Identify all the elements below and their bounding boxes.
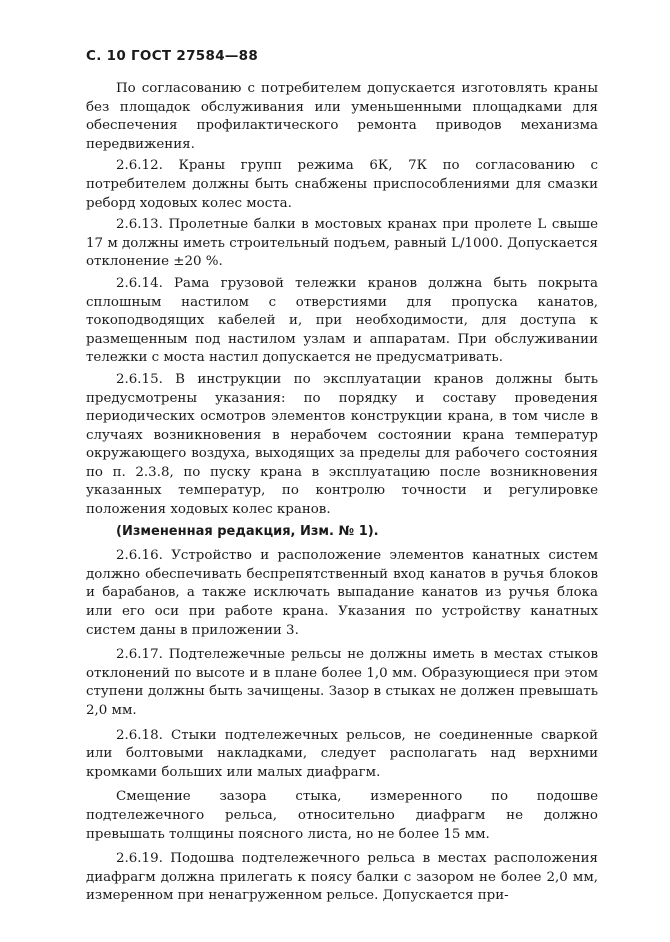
paragraph-2-6-12: 2.6.12. Краны групп режима 6К, 7К по согласованию с потребителем должны быть снабжены приспособлениями для смазки реборд ходовых колес моста. (86, 158, 598, 211)
page-header: С. 10 ГОСТ 27584—88 (86, 48, 259, 64)
document-body (86, 80, 598, 909)
paragraph-2-6-19: 2.6.19. Подошва подтележечного рельса в местах расположения диафрагм должна прилегать к поясу балки с зазором не более 2,0 мм, измеренном при ненагруженном рельсе. Допускается при- (86, 851, 598, 904)
paragraph-2-6-18: 2.6.18. Стыки подтележечных рельсов, не соединенные сваркой или болтовыми накладками, следует располагать над верхними кромками больших или малых диафрагм. (86, 727, 598, 780)
paragraph-2-6-15: 2.6.15. В инструкции по эксплуатации кранов должны быть предусмотрены указания: по порядку и составу проведения периодических осмотров элементов конструкции крана, в том числе в случаях возникновения в нерабочем состоянии крана температур окружающего воздуха, выходящих за пределы для рабочего состояния по п. 2.3.8, по пуску крана в эксплуатацию после возникновения указанных температур, по контролю точности и регулировке положения ходовых колес кранов. (86, 371, 598, 518)
paragraph-2-6-16: 2.6.16. Устройство и расположение элементов канатных систем должно обеспечивать беспрепятственный вход канатов в ручья блоков и барабанов, а также исключать выпадание канатов из ручья блока или его оси при работе крана. Указания по устройству канатных систем даны в приложении 3. (86, 548, 598, 638)
amendment-note: (Измененная редакция, Изм. № 1). (116, 523, 379, 539)
paragraph-2-6-17: 2.6.17. Подтележечные рельсы не должны иметь в местах стыков отклонений по высоте и в плане более 1,0 мм. Образующиеся при этом ступени должны быть зачищены. Зазор в стыках не должен превышать 2,0 мм. (86, 647, 598, 718)
paragraph-platforms: По согласованию с потребителем допускается изготовлять краны без площадок обслуживания или уменьшенными площадками для обеспечения профилактического ремонта приводов механизма передвижения. (86, 81, 598, 152)
paragraph-2-6-14: 2.6.14. Рама грузовой тележки кранов должна быть покрыта сплошным настилом с отверстиями для пропуска канатов, токоподводящих кабелей и, при необходимости, для доступа к размещенным под настилом узлам и аппаратам. При обслуживании тележки с моста настил допускается не предусматривать. (86, 275, 598, 366)
paragraph-2-6-13: 2.6.13. Пролетные балки в мостовых кранах при пролете L свыше 17 м должны иметь строительный подъем, равный L/1000. Допускается отклонение ±20 %. (86, 217, 598, 270)
paragraph-joint-offset: Смещение зазора стыка, измеренного по подошве подтележечного рельса, относительно диафрагм не должно превышать толщины поясного листа, но не более 15 мм. (86, 789, 598, 842)
